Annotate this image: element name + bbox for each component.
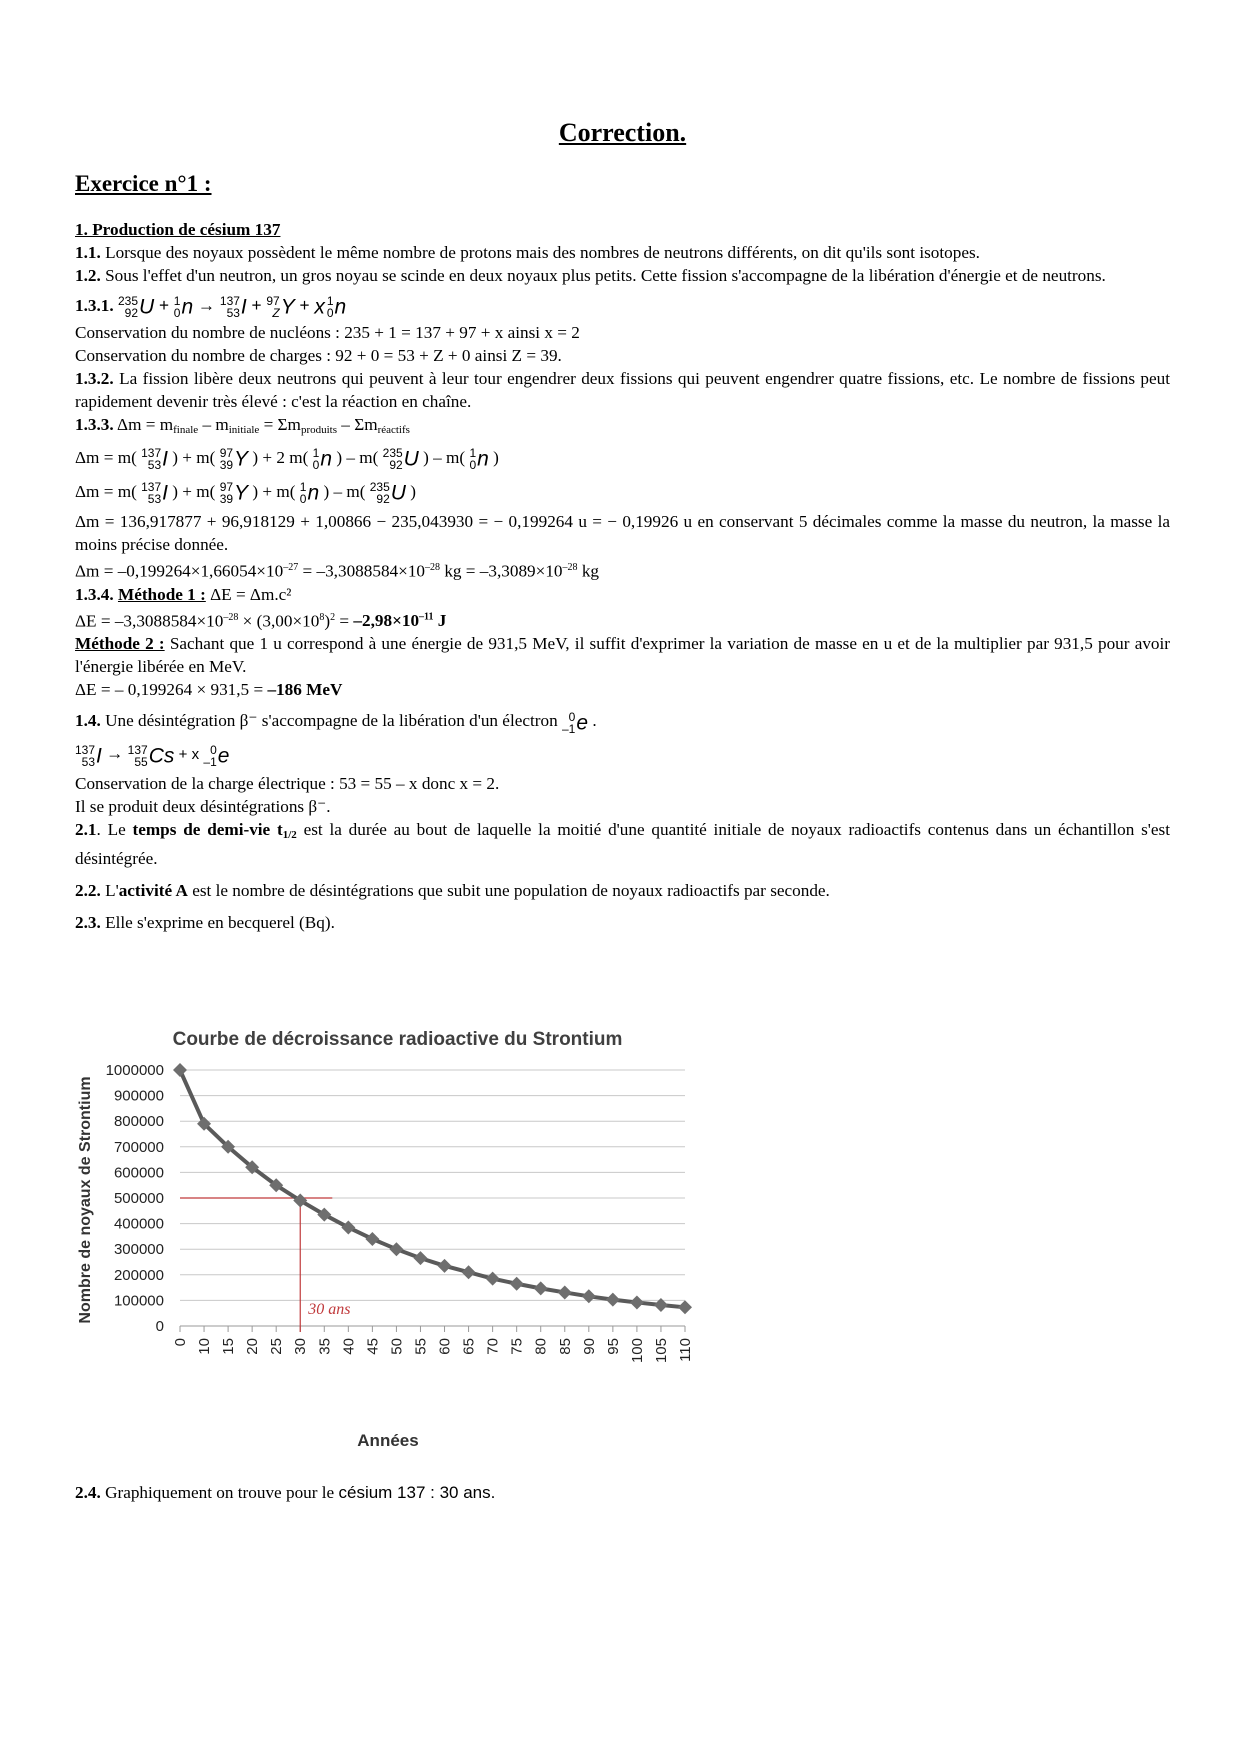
- mass-defect-numeric: Δm = 136,917877 + 96,918129 + 1,00866 − 235,043930 = − 0,199264 u = − 0,19926 u en conservant 5 décimales comme la masse du neutron, la masse la moins précise donnée.: [75, 512, 1170, 554]
- section-heading: 1. Production de césium 137: [75, 220, 281, 239]
- x-tick-label: 50: [388, 1338, 406, 1355]
- data-point: [462, 1265, 476, 1279]
- data-point: [630, 1295, 644, 1309]
- x-tick-label: 70: [484, 1338, 502, 1355]
- beta-count: Il se produit deux désintégrations β⁻.: [75, 797, 331, 817]
- x-tick-label: 55: [412, 1338, 430, 1355]
- conservation-charges: Conservation du nombre de charges : 92 + 0 = 53 + Z + 0 ainsi Z = 39.: [75, 346, 562, 365]
- y-tick-label: 0: [155, 1318, 164, 1335]
- x-tick-label: 10: [196, 1338, 214, 1355]
- paragraph-1-3-2: 1.3.2. La fission libère deux neutrons qui peuvent à leur tour engendrer deux fissions qui peuvent engendrer quatre fissions, etc. Le nombre de fissions peut rapidement devenir très élevé : c'est la réaction en chaîne.: [75, 369, 1170, 411]
- method-2-result: ΔE = – 0,199264 × 931,5 = –186 MeV: [75, 680, 343, 700]
- x-tick-label: 65: [460, 1338, 478, 1355]
- y-tick-label: 600000: [113, 1164, 164, 1182]
- half-life-annotation: 30 ans: [308, 1301, 351, 1318]
- document-body: [75, 218, 1170, 934]
- data-point: [389, 1242, 403, 1256]
- x-axis-label: Années: [357, 1431, 419, 1450]
- y-tick-label: 200000: [113, 1266, 164, 1284]
- x-tick-label: 20: [244, 1338, 262, 1355]
- data-point: [413, 1251, 427, 1265]
- x-tick-label: 90: [580, 1338, 598, 1355]
- paragraph-1-4: 1.4. Une désintégration β⁻ s'accompagne de la libération d'un électron 0 –1 e .: [75, 709, 597, 736]
- x-tick-label: 85: [556, 1338, 574, 1355]
- data-point: [582, 1289, 596, 1303]
- data-point: [438, 1259, 452, 1273]
- x-tick-label: 35: [316, 1338, 334, 1355]
- paragraph-2-2: 2.2. L'activité A est le nombre de désintégrations que subit une population de noyaux radioactifs par seconde.: [75, 881, 830, 901]
- x-tick-label: 30: [292, 1338, 310, 1355]
- y-tick-label: 800000: [113, 1113, 164, 1131]
- series-line: [180, 1070, 685, 1307]
- data-point: [341, 1220, 355, 1234]
- y-axis-label: Nombre de noyaux de Strontium: [77, 1076, 94, 1324]
- y-tick-label: 500000: [113, 1190, 164, 1207]
- fission-equation: 1.3.1. 235 92 U + 1 0 n → 137 53 I + 97 Z Y + x 1 0 n: [75, 294, 347, 321]
- method-2: Méthode 2 : Sachant que 1 u correspond à une énergie de 931,5 MeV, il suffit d'exprimer la variation de masse en u et de la multiplier par 931,5 pour avoir l'énergie libérée en MeV.: [75, 634, 1171, 677]
- x-tick-label: 110: [677, 1338, 694, 1362]
- x-tick-label: 0: [172, 1338, 189, 1347]
- y-tick-label: 300000: [113, 1241, 164, 1259]
- page-title: Correction.: [558, 118, 687, 147]
- paragraph-2-1: 2.1. Le temps de demi-vie t1/2 est la durée au bout de laquelle la moitié d'une quantité initiale de noyaux radioactifs contenus dans un échantillon s'est désintégrée.: [75, 820, 1170, 869]
- data-point: [606, 1293, 620, 1307]
- data-point: [486, 1272, 500, 1286]
- method-1-result: $\Delta E = -3,3088584\times 10^{-28} \times (3,00\times 10^8)^2 = -2,98\times 10^{-11}$ J: [75, 611, 447, 631]
- mass-defect-eq-1: Δm = m( 137 53 I ) + m( 97 39 Y ) + 2 m( 1 0 n ) – m( 235 92 U ) – m( 1 0 n ): [75, 446, 499, 473]
- x-tick-label: 75: [508, 1338, 526, 1355]
- x-tick-label: 60: [436, 1338, 454, 1355]
- mass-defect-kg: $\Delta m = -0,199264\times 1,66054\times 10^{-27} = -3,3088584\times 10^{-28}$ kg = $-3,3089\times 10^{-28}$ kg: [75, 561, 600, 581]
- data-point: [678, 1300, 692, 1314]
- data-point: [173, 1063, 187, 1077]
- x-tick-label: 95: [604, 1338, 622, 1355]
- charge-conservation: Conservation de la charge électrique : 53 = 55 – x donc x = 2.: [75, 774, 500, 794]
- conservation-nucleons: Conservation du nombre de nucléons : 235 + 1 = 137 + 97 + x ainsi x = 2: [75, 323, 580, 342]
- chart-title: Courbe de décroissance radioactive du Strontium: [172, 1029, 623, 1050]
- paragraph-2-3: 2.3. Elle s'exprime en becquerel (Bq).: [75, 913, 335, 933]
- data-point: [510, 1277, 524, 1291]
- data-point: [365, 1232, 379, 1246]
- y-tick-label: 1000000: [105, 1062, 164, 1079]
- x-tick-label: 100: [628, 1338, 646, 1364]
- y-tick-label: 100000: [113, 1292, 164, 1310]
- exercise-heading: Exercice n°1 :: [75, 171, 212, 196]
- decay-chart: [70, 1020, 790, 1460]
- x-tick-label: 25: [268, 1338, 286, 1355]
- method-1: 1.3.4. Méthode 1 : ΔE = Δm.c²: [75, 584, 292, 604]
- paragraph-1-2: 1.2. Sous l'effet d'un neutron, un gros noyau se scinde en deux noyaux plus petits. Cette fission s'accompagne de la libération d'énergie et de neutrons.: [75, 266, 1106, 285]
- x-tick-label: 15: [220, 1338, 238, 1355]
- mass-defect-eq-2: Δm = m( 137 53 I ) + m( 97 39 Y ) + m( 1 0 n ) – m( 235 92 U ): [75, 480, 416, 507]
- paragraph-1-1: 1.1. Lorsque des noyaux possèdent le même nombre de protons mais des nombres de neutrons différents, on dit qu'ils sont isotopes.: [75, 243, 980, 262]
- x-tick-label: 40: [340, 1338, 358, 1355]
- paragraph-2-4: 2.4. Graphiquement on trouve pour le césium 137 : 30 ans.: [75, 1483, 496, 1502]
- mass-defect-def: 1.3.3. Δm = mfinale – minitiale = Σmproduits – Σmréactifs: [75, 415, 410, 436]
- x-tick-label: 105: [652, 1338, 670, 1364]
- y-tick-label: 400000: [113, 1215, 164, 1233]
- x-tick-label: 80: [532, 1338, 550, 1355]
- y-tick-label: 700000: [113, 1138, 164, 1156]
- data-point: [558, 1285, 572, 1299]
- data-point: [534, 1281, 548, 1295]
- y-tick-label: 900000: [113, 1087, 164, 1105]
- x-tick-label: 45: [364, 1338, 382, 1355]
- beta-decay-equation: 137 53 I → 137 55 Cs + x 0 –1 e: [75, 742, 230, 769]
